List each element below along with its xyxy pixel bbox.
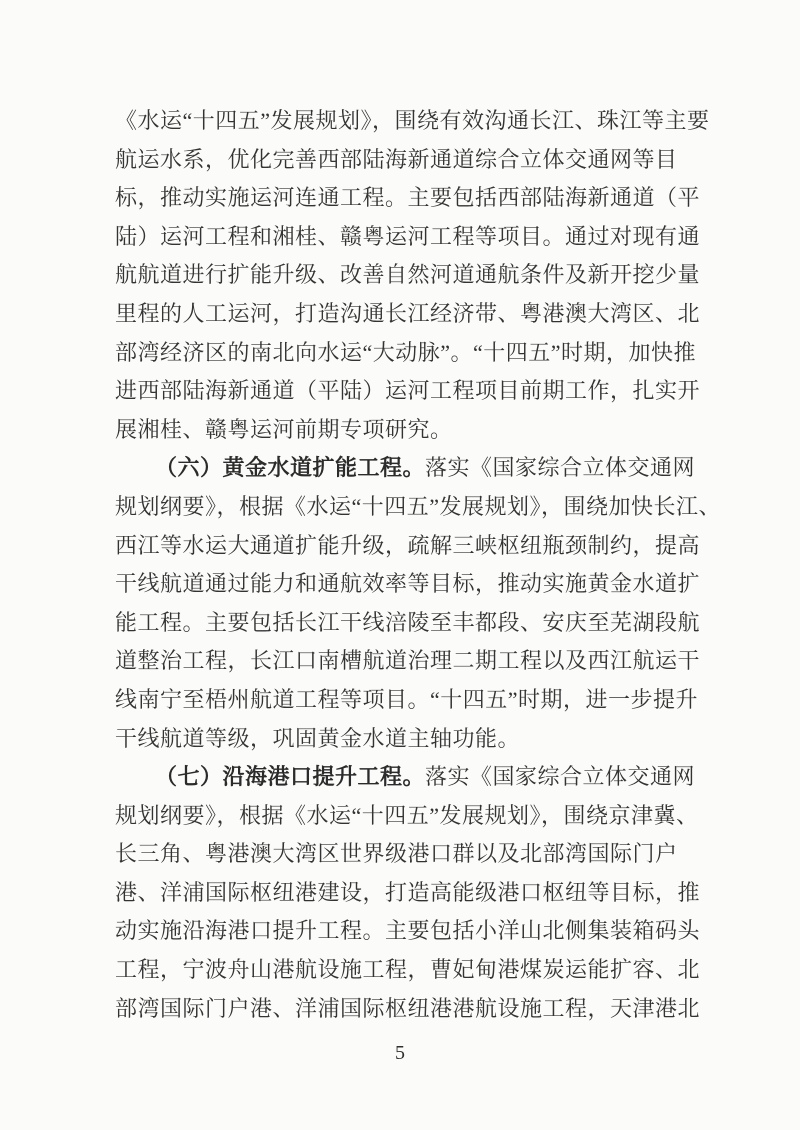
text-line: [115, 758, 696, 797]
text-line: 干线航道等级，巩固黄金水道主轴功能。: [115, 725, 521, 751]
section-6-heading: （六）黄金水道扩能工程。: [155, 455, 426, 481]
text-line: 《水运“十四五”发展规划》，围绕有效沟通长江、珠江等主要: [115, 108, 710, 133]
paragraph-canal-connection: [115, 102, 710, 449]
text-line: 港、洋浦国际枢纽港建设，打造高能级港口枢纽等目标，推: [115, 879, 701, 905]
text-line: 干线航道通过能力和通航效率等目标，推动实施黄金水道扩: [115, 571, 701, 597]
text-line: 展湘桂、赣粤运河前期专项研究。: [115, 416, 453, 442]
text-line: 动实施沿海港口提升工程。主要包括小洋山北侧集装箱码头: [115, 918, 701, 944]
text-line: 里程的人工运河，打造沟通长江经济带、粤港澳大湾区、北: [115, 300, 701, 326]
page-number: 5: [395, 1042, 405, 1064]
section-7-heading: （七）沿海港口提升工程。: [155, 764, 426, 790]
text-line: 标，推动实施运河连通工程。主要包括西部陆海新通道（平: [115, 185, 701, 211]
text-line: 进西部陆海新通道（平陆）运河工程项目前期工作，扎实开: [115, 378, 701, 404]
text-line: 陆）运河工程和湘桂、赣粤运河工程等项目。通过对现有通: [115, 223, 701, 249]
section-7-heading-rest: 落实《国家综合立体交通网: [425, 764, 696, 790]
text-line: 能工程。主要包括长江干线涪陵至丰都段、安庆至芜湖段航: [115, 609, 701, 635]
text-line: 航航道进行扩能升级、改善自然河道通航条件及新开挖少量: [115, 262, 701, 288]
paragraph-coastal-port-upgrade: [115, 758, 701, 1028]
text-line: 工程，宁波舟山港航设施工程，曹妃甸港煤炭运能扩容、北: [115, 957, 701, 983]
text-line: 航运水系，优化完善西部陆海新通道综合立体交通网等目: [115, 146, 678, 172]
text-line: 道整治工程，长江口南槽航道治理二期工程以及西江航运干: [115, 648, 701, 674]
text-line: 长三角、粤港澳大湾区世界级港口群以及北部湾国际门户: [115, 841, 678, 867]
document-body: [115, 102, 722, 1028]
text-line: 规划纲要》，根据《水运“十四五”发展规划》，围绕加快长江、: [115, 493, 722, 519]
text-line: [115, 449, 696, 488]
text-line: 西江等水运大通道扩能升级，疏解三峡枢纽瓶颈制约，提高: [115, 532, 701, 558]
paragraph-golden-waterway-expansion: [115, 449, 722, 758]
text-line: 规划纲要》，根据《水运“十四五”发展规划》，围绕京津冀、: [115, 802, 699, 828]
text-line: 部湾国际门户港、洋浦国际枢纽港港航设施工程，天津港北: [115, 995, 701, 1021]
text-line: 线南宁至梧州航道工程等项目。“十四五”时期，进一步提升: [115, 686, 699, 712]
text-line: 部湾经济区的南北向水运“大动脉”。“十四五”时期，加快推: [115, 339, 697, 365]
section-6-heading-rest: 落实《国家综合立体交通网: [425, 455, 696, 481]
